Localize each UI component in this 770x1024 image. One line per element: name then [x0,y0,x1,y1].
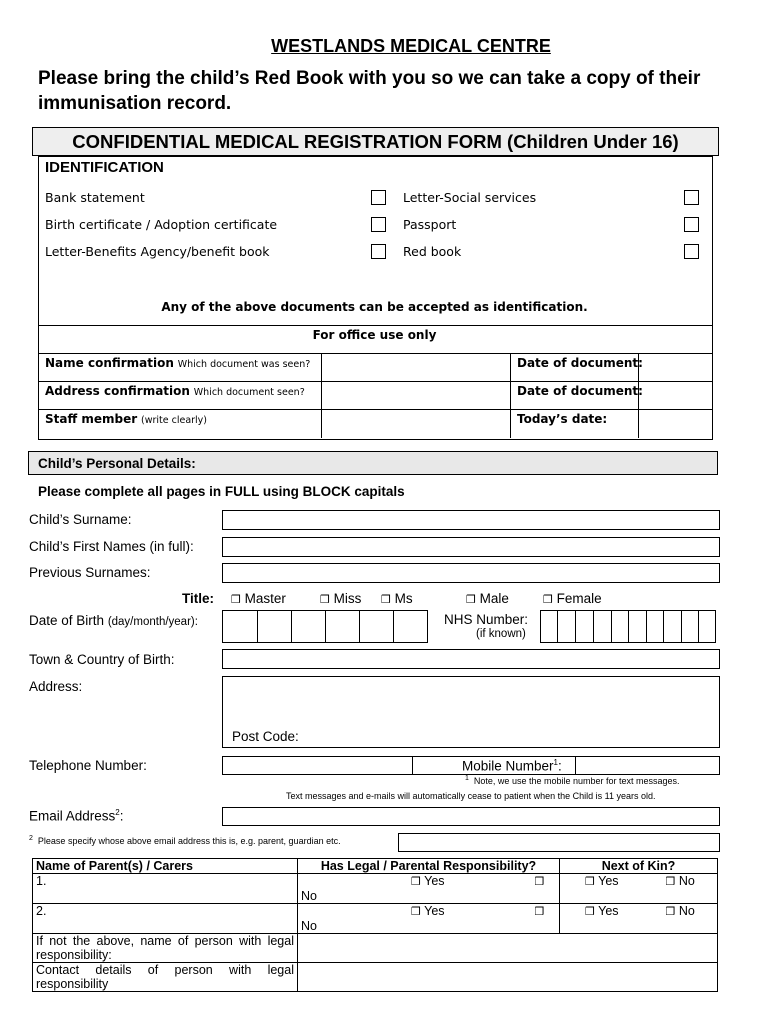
address-confirmation-label: Address confirmation Which document seen? [45,384,305,398]
personal-details-heading: Child’s Personal Details: [28,451,718,475]
email-label: Email Address$^2$: [29,808,124,824]
legal-resp-options-2 [298,904,560,934]
dob-label: Date of Birth (day/month/year): [29,613,198,628]
divider [557,610,558,643]
id-option-passport: Passport [403,217,457,232]
contact-details-label: Contact details of person with legal responsibility [33,963,298,992]
surname-input[interactable] [222,510,720,530]
divider [359,610,360,643]
legal-yes-2[interactable]: ❒ Yes [411,904,445,918]
id-option-letter-social-services: Letter-Social services [403,190,537,205]
staff-member-field[interactable] [322,410,509,437]
divider [663,610,664,643]
divider [698,610,699,643]
email-input[interactable] [222,807,720,826]
legal-person-label: If not the above, name of person with legal responsibility: [33,934,298,963]
divider [325,610,326,643]
title-option-miss[interactable]: ❒ Miss [320,591,362,606]
kin-options-2 [560,904,718,934]
date-of-document-label: Date of document: [517,384,643,398]
office-use-label: For office use only [312,328,437,342]
previous-surnames-input[interactable] [222,563,720,583]
surname-label: Child’s Surname: [29,512,132,527]
title-option-ms[interactable]: ❒ Ms [381,591,413,606]
identification-heading: IDENTIFICATION [45,159,164,176]
accepted-documents-note: Any of the above documents can be accepted as identification. [161,300,588,314]
checkbox-red-book[interactable] [684,244,699,259]
divider [646,610,647,643]
divider [412,756,413,775]
parent-row-2[interactable]: 2. [33,904,298,934]
todays-date-field[interactable] [639,410,711,437]
mobile-number-input[interactable] [576,757,719,774]
kin-options-1 [560,874,718,904]
address-document-date-field[interactable] [639,382,711,408]
address-confirmation-field[interactable] [322,382,509,408]
checkbox-birth-certificate[interactable] [371,217,386,232]
divider [291,610,292,643]
kin-no-2[interactable]: ❒ No [665,904,695,918]
postcode-label: Post Code: [232,729,299,744]
id-option-birth-certificate: Birth certificate / Adoption certificate [45,217,278,232]
gender-option-male[interactable]: ❒ Male [466,591,509,606]
first-names-label: Child’s First Names (in full): [29,539,194,554]
divider [681,610,682,643]
divider [257,610,258,643]
checkbox-bank-statement[interactable] [371,190,386,205]
telephone-label: Telephone Number: [29,758,147,773]
legal-no-1[interactable]: ❒ No [301,875,545,903]
practice-name: WESTLANDS MEDICAL CENTRE [271,36,551,56]
previous-surnames-label: Previous Surnames: [29,565,151,580]
mobile-note: $^1$ Note, we use the mobile number for text messages. [465,775,680,786]
town-country-input[interactable] [222,649,720,669]
checkbox-benefit-letter[interactable] [371,244,386,259]
kin-yes-1[interactable]: ❒ Yes [585,874,619,888]
town-country-label: Town & Country of Birth: [29,652,175,667]
email-note: $^2$ Please specify whose above email address this is, e.g. parent, guardian etc. [29,835,341,846]
next-of-kin-header: Next of Kin? [560,859,718,874]
contact-details-input[interactable] [298,963,718,992]
divider [611,610,612,643]
checkbox-letter-social-services[interactable] [684,190,699,205]
divider [510,353,511,438]
first-names-input[interactable] [222,537,720,557]
gender-option-female[interactable]: ❒ Female [543,591,602,606]
form-title: CONFIDENTIAL MEDICAL REGISTRATION FORM (Children Under 16) [32,127,719,156]
todays-date-label: Today’s date: [517,412,608,426]
block-capitals-instruction: Please complete all pages in FULL using BLOCK capitals [38,484,405,499]
id-option-red-book: Red book [403,244,462,259]
legal-person-input[interactable] [298,934,718,963]
mobile-note-cease: Text messages and e-mails will automatically cease to patient when the Child is 11 years old. [286,791,656,801]
divider [575,610,576,643]
legal-resp-options-1 [298,874,560,904]
parents-header: Name of Parent(s) / Carers [33,859,298,874]
kin-no-1[interactable]: ❒ No [665,874,695,888]
legal-yes-1[interactable]: ❒ Yes [411,874,445,888]
nhs-number-label: NHS Number: [444,612,529,627]
title-label: Title: [182,591,215,606]
id-option-benefit-letter: Letter-Benefits Agency/benefit book [45,244,270,259]
divider [628,610,629,643]
mobile-number-label: Mobile Number$^1$: [462,758,562,774]
staff-member-label: Staff member (write clearly) [45,412,208,426]
name-confirmation-field[interactable] [322,354,509,380]
parents-table [32,858,718,992]
email-owner-input[interactable] [398,833,720,852]
legal-responsibility-header: Has Legal / Parental Responsibility? [298,859,560,874]
legal-no-2[interactable]: ❒ No [301,905,545,933]
id-option-bank-statement: Bank statement [45,190,145,205]
date-of-document-label: Date of document: [517,356,643,370]
kin-yes-2[interactable]: ❒ Yes [585,904,619,918]
address-label: Address: [29,679,83,694]
name-confirmation-label: Name confirmation Which document was seen? [45,356,311,370]
parent-row-1[interactable]: 1. [33,874,298,904]
nhs-number-hint: (if known) [476,628,526,640]
name-document-date-field[interactable] [639,354,711,380]
title-option-master[interactable]: ❒ Master [231,591,286,606]
divider [593,610,594,643]
red-book-notice: Please bring the child’s Red Book with you so we can take a copy of their immunisation record. [38,68,701,114]
divider [38,325,713,326]
checkbox-passport[interactable] [684,217,699,232]
divider [393,610,394,643]
